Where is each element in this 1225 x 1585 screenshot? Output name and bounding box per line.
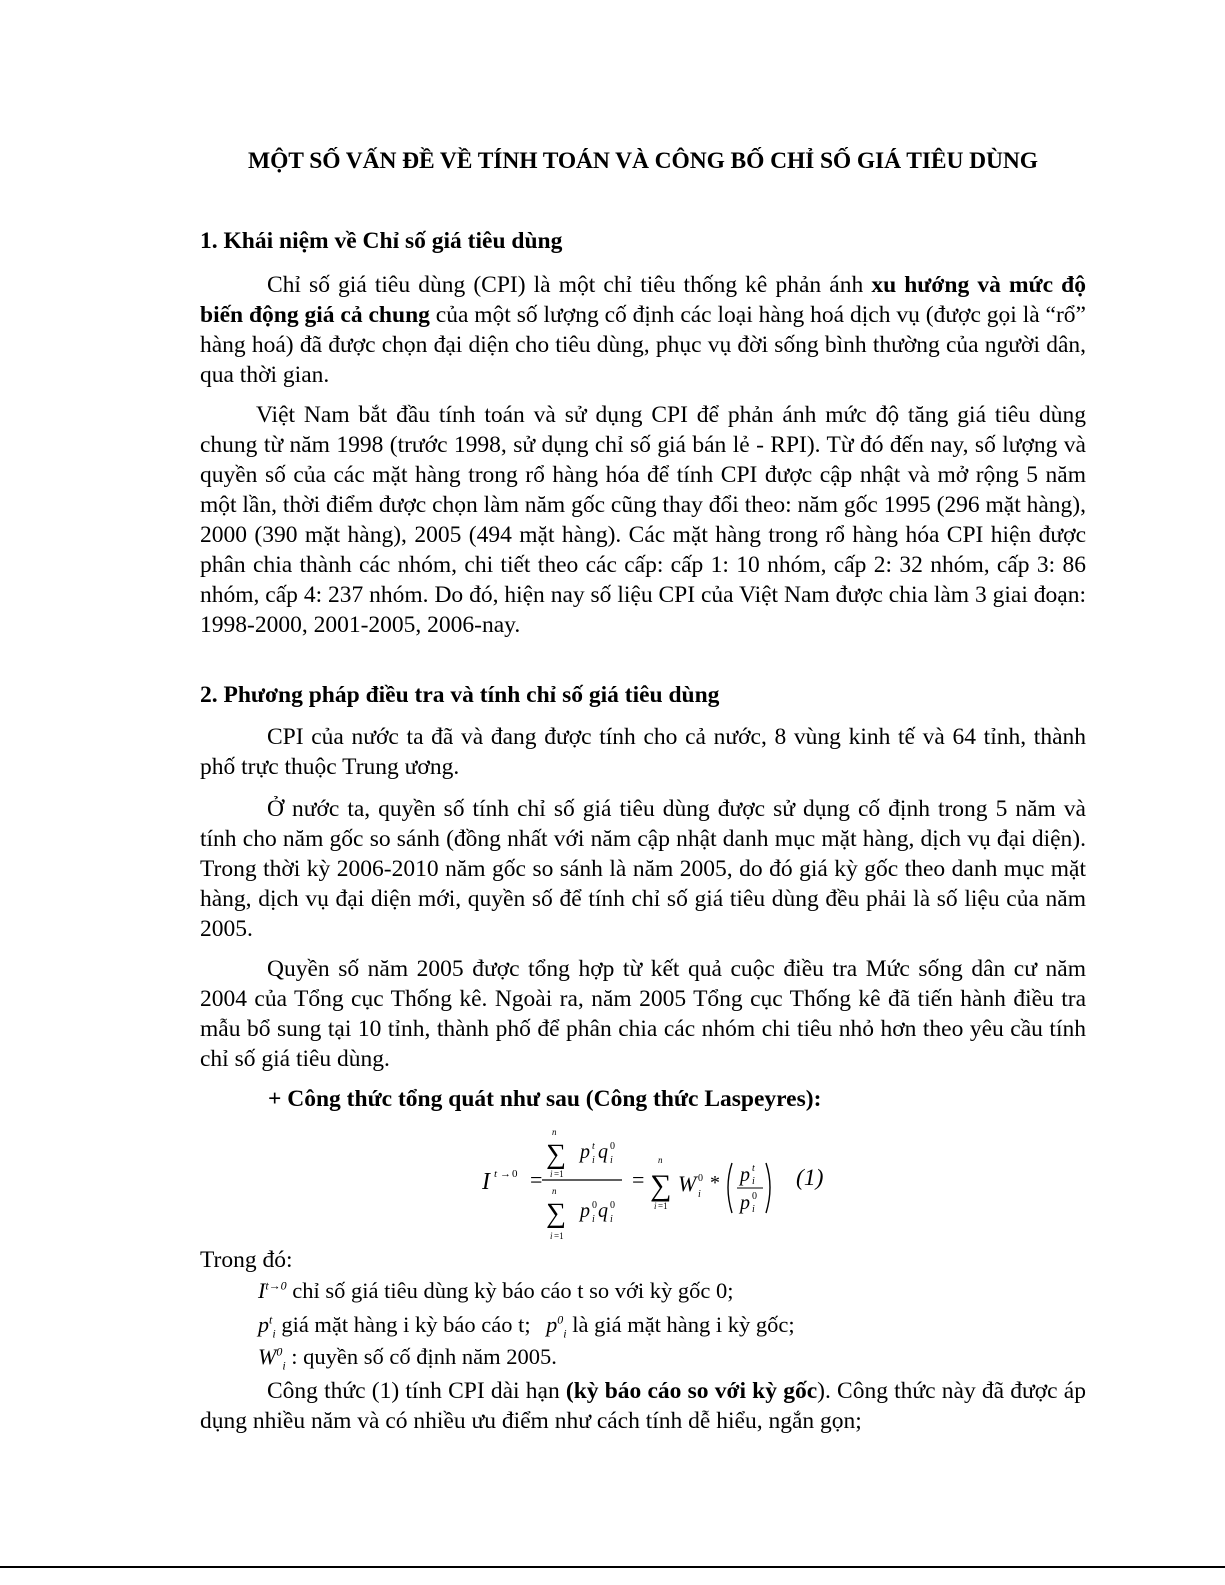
formula-heading: + Công thức tổng quát như sau (Công thức Laspeyres): bbox=[268, 1086, 822, 1112]
where-label: Trong đó: bbox=[200, 1247, 293, 1273]
svg-text:p: p bbox=[740, 1164, 750, 1186]
section-2-paragraph-3: Quyền số năm 2005 được tổng hợp từ kết quả cuộc điều tra Mức sống dân cư năm 2004 của Tổng cục Thống kê. Ngoài ra, năm 2005 Tổng cục Thống kê đã tiến hành điều tra mẫu bổ sung tại 10 tỉnh, thành phố để phân chia các nhóm chi tiêu nhỏ hơn theo yêu cầu tính chỉ số giá tiêu dùng. bbox=[200, 956, 1086, 1072]
bold-phrase: xu hướng và mức độ biến động giá cả chung bbox=[200, 272, 1086, 328]
definition-I bbox=[258, 1278, 734, 1304]
formula-number: (1) bbox=[796, 1165, 824, 1191]
p-0-symbol: $p^0_i$ bbox=[546, 1312, 567, 1341]
section-2-paragraph-1: CPI của nước ta đã và đang được tính cho cả nước, 8 vùng kinh tế và 64 tỉnh, thành phố trực thuộc Trung ương. bbox=[200, 724, 1086, 780]
svg-text:0: 0 bbox=[592, 1200, 597, 1211]
svg-text:I: I bbox=[482, 1169, 490, 1195]
svg-text:i: i bbox=[592, 1214, 595, 1225]
svg-text:i: i bbox=[752, 1204, 755, 1215]
svg-text:t: t bbox=[592, 1141, 595, 1152]
svg-text:∑: ∑ bbox=[546, 1139, 566, 1170]
svg-text:0: 0 bbox=[752, 1191, 757, 1202]
svg-text:i: i bbox=[752, 1176, 755, 1187]
p-t-symbol: $p^t_i$ bbox=[258, 1312, 276, 1341]
svg-text:t: t bbox=[752, 1163, 755, 1174]
svg-text:i: i bbox=[654, 1201, 657, 1211]
svg-text:∑: ∑ bbox=[546, 1198, 566, 1229]
page-bottom-divider bbox=[0, 1566, 1225, 1568]
svg-text:p: p bbox=[580, 1141, 590, 1163]
definition-text: : quyền số cố định năm 2005. bbox=[285, 1344, 557, 1369]
svg-text:=1: =1 bbox=[554, 1231, 564, 1241]
svg-text:p: p bbox=[740, 1192, 750, 1214]
definition-p bbox=[258, 1312, 795, 1341]
svg-text:*: * bbox=[710, 1172, 720, 1194]
section-2-paragraph-2: Ở nước ta, quyền số tính chỉ số giá tiêu dùng được sử dụng cố định trong 5 năm và tính cho năm gốc so sánh (đồng nhất với năm cập nhật danh mục mặt hàng, dịch vụ đại diện). Trong thời kỳ 2006-2010 năm gốc so sánh là năm 2005, do đó giá kỳ gốc theo danh mục mặt hàng, dịch vụ đại diện mới, quyền số để tính chỉ số giá tiêu dùng đều phải là số liệu của năm 2005. bbox=[200, 796, 1086, 942]
svg-text:n: n bbox=[658, 1155, 663, 1165]
svg-text:q: q bbox=[598, 1200, 608, 1222]
svg-text:i: i bbox=[550, 1231, 553, 1241]
svg-text:0: 0 bbox=[698, 1173, 703, 1184]
W-symbol: $W^0_i$ bbox=[258, 1344, 286, 1373]
svg-text:W: W bbox=[678, 1171, 697, 1196]
svg-text:=1: =1 bbox=[658, 1201, 668, 1211]
section-1-paragraph-1 bbox=[200, 270, 1086, 390]
svg-text:i: i bbox=[592, 1155, 595, 1166]
svg-text:=1: =1 bbox=[554, 1169, 564, 1179]
svg-text:=: = bbox=[632, 1167, 645, 1192]
svg-text:0: 0 bbox=[610, 1141, 615, 1152]
section-1-paragraph-2: Việt Nam bắt đầu tính toán và sử dụng CPI để phản ánh mức độ tăng giá tiêu dùng chung từ năm 1998 (trước 1998, sử dụng chỉ số giá bán lẻ - RPI). Từ đó đến nay, số lượng và quyền số của các mặt hàng trong rổ hàng hóa để tính CPI được cập nhật và mở rộng 5 năm một lần, thời điểm được chọn làm năm gốc cũng thay đổi theo: năm gốc 1995 (296 mặt hàng), 2000 (390 mặt hàng), 2005 (494 mặt hàng). Các mặt hàng trong rổ hàng hóa CPI hiện được phân chia thành các nhóm, chi tiết theo các cấp: cấp 1: 10 nhóm, cấp 2: 32 nhóm, cấp 3: 86 nhóm, cấp 4: 237 nhóm. Do đó, hiện nay số liệu CPI của Việt Nam được chia làm 3 giai đoạn: 1998-2000, 2001-2005, 2006-nay. bbox=[200, 402, 1087, 638]
svg-text:0: 0 bbox=[512, 1168, 518, 1180]
svg-text:p: p bbox=[580, 1200, 590, 1222]
definition-W bbox=[258, 1344, 557, 1373]
paragraph-text: Công thức (1) tính CPI dài hạn bbox=[267, 1378, 566, 1404]
I-symbol: $I^{t\to 0}$ bbox=[258, 1278, 287, 1303]
svg-text:=: = bbox=[530, 1167, 543, 1192]
svg-text:n: n bbox=[552, 1186, 557, 1196]
svg-text:∑: ∑ bbox=[650, 1169, 672, 1202]
svg-text:→: → bbox=[500, 1168, 511, 1180]
laspeyres-formula bbox=[482, 1125, 842, 1245]
section-2-paragraph-4 bbox=[200, 1376, 1086, 1436]
document-title: MỘT SỐ VẤN ĐỀ VỀ TÍNH TOÁN VÀ CÔNG BỐ CHỈ SỐ GIÁ TIÊU DÙNG bbox=[248, 148, 1038, 174]
section-1-heading: 1. Khái niệm về Chỉ số giá tiêu dùng bbox=[200, 228, 563, 254]
svg-text:t: t bbox=[494, 1168, 498, 1180]
section-2-heading: 2. Phương pháp điều tra và tính chỉ số giá tiêu dùng bbox=[200, 682, 720, 708]
svg-text:q: q bbox=[598, 1141, 608, 1163]
definition-text: giá mặt hàng i kỳ báo cáo t; bbox=[275, 1312, 531, 1337]
paragraph-text: ). Công thức này đã được áp dụng nhiều năm và có nhiều ưu điểm như cách tính dễ hiểu, ngắn gọn; bbox=[200, 1378, 1086, 1434]
formula-graphic bbox=[482, 1125, 842, 1245]
svg-text:i: i bbox=[610, 1214, 613, 1225]
svg-text:0: 0 bbox=[610, 1200, 615, 1211]
paragraph-text: Chỉ số giá tiêu dùng (CPI) là một chỉ tiêu thống kê phản ánh bbox=[267, 272, 872, 298]
svg-text:n: n bbox=[552, 1127, 557, 1137]
paragraph-text: của một số lượng cố định các loại hàng hoá dịch vụ (được gọi là “rổ” hàng hoá) đã được chọn đại diện cho tiêu dùng, phục vụ đời sống bình thường của người dân, qua thời gian. bbox=[200, 302, 1086, 388]
definition-text: là giá mặt hàng i kỳ gốc; bbox=[566, 1312, 795, 1337]
definition-text: chỉ số giá tiêu dùng kỳ báo cáo t so với kỳ gốc 0; bbox=[286, 1278, 734, 1303]
svg-text:i: i bbox=[698, 1189, 701, 1200]
bold-phrase: (kỳ báo cáo so với kỳ gốc bbox=[565, 1378, 818, 1404]
svg-text:i: i bbox=[610, 1155, 613, 1166]
svg-text:i: i bbox=[550, 1169, 553, 1179]
